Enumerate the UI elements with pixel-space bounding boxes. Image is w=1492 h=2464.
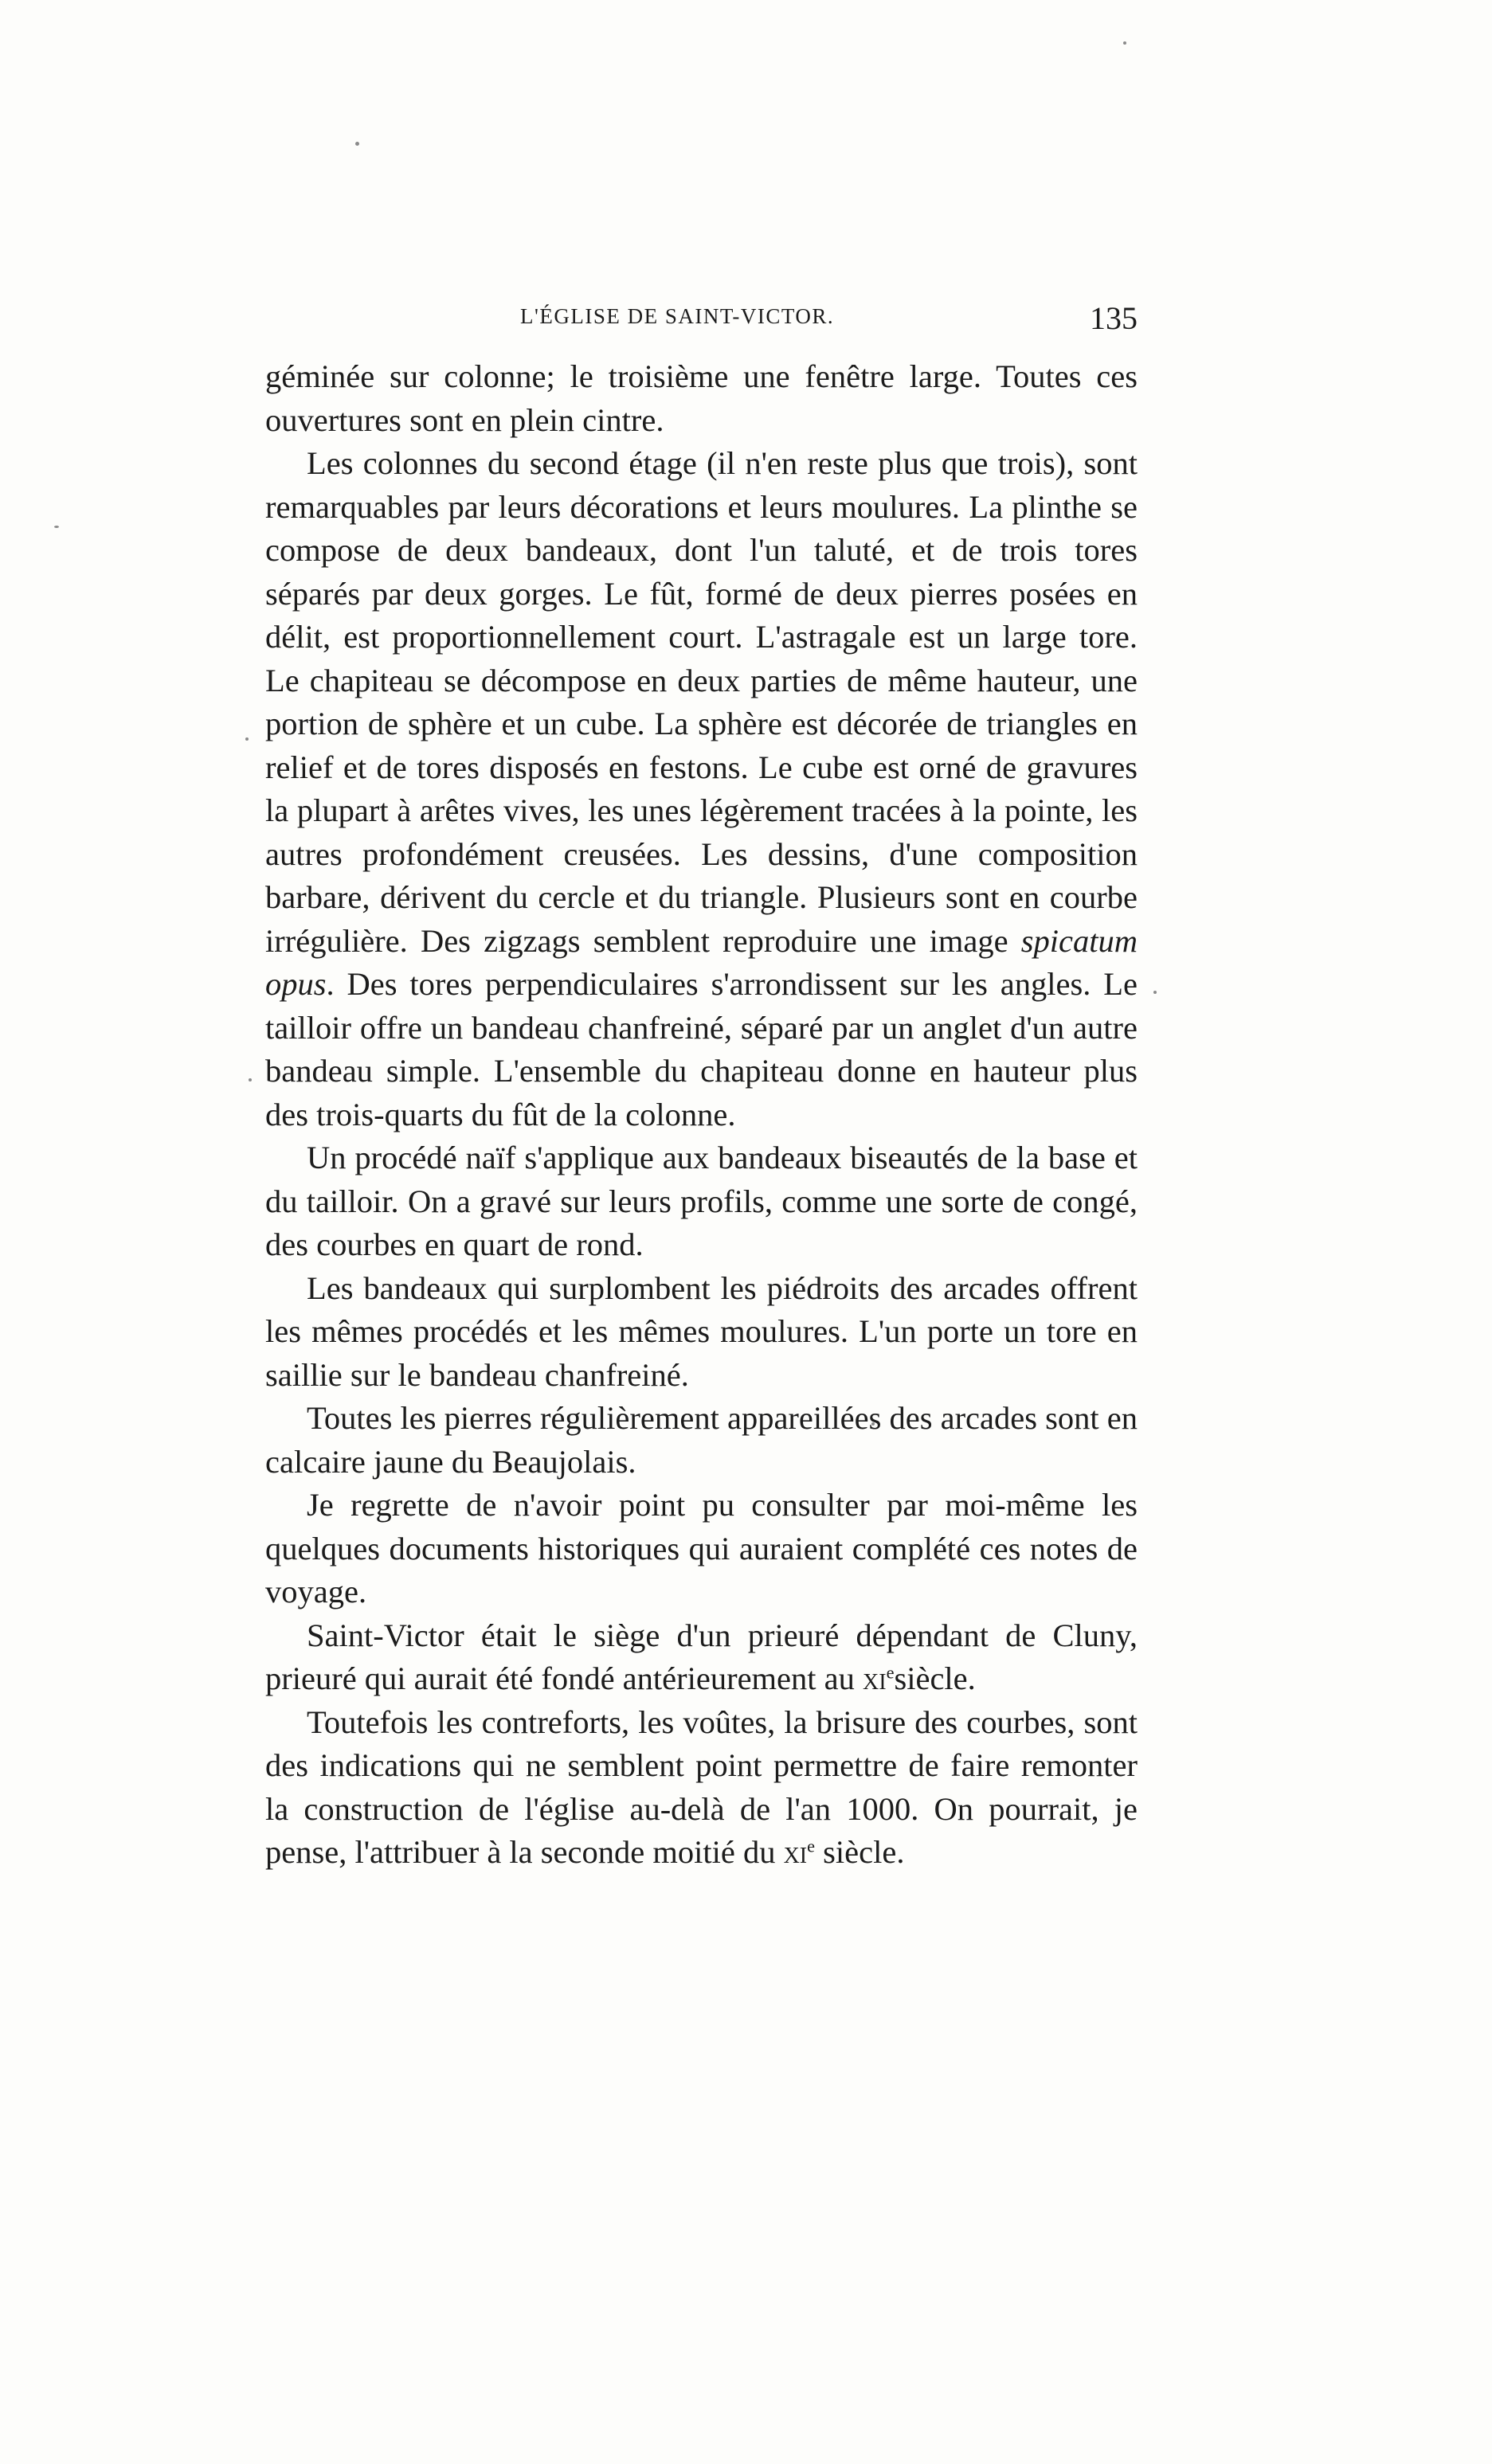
paragraph	[265, 1267, 1138, 1398]
page-number: 135	[1090, 300, 1138, 336]
paragraph	[265, 1701, 1138, 1875]
text-run: Toutes les pierres régulièrement appareillées des arcades sont en calcaire jaune du Beaujolais.	[265, 1400, 1138, 1480]
text-run: siècle.	[815, 1834, 905, 1870]
paper-speck	[249, 1078, 252, 1081]
paragraph	[265, 355, 1138, 442]
text-run: siècle.	[894, 1660, 976, 1696]
text-run: Toutefois les contreforts, les voûtes, la brisure des courbes, sont des indications qui ne semblent point permettre de faire remonter la construction de l'église au-delà de l'an 1000. On pourrait, je pense, l'attribuer à la seconde moitié du	[265, 1703, 1138, 1870]
paper-speck	[1123, 41, 1126, 45]
paragraph	[265, 1614, 1138, 1701]
roman-numeral: xi	[863, 1660, 887, 1696]
paper-speck	[1153, 991, 1157, 994]
text-run: Je regrette de n'avoir point pu consulter par moi-même les quelques documents historiques qui auraient complété ces notes de voyage.	[265, 1487, 1138, 1609]
superscript: e	[807, 1836, 816, 1856]
paragraph	[265, 442, 1138, 1136]
paragraph	[265, 1484, 1138, 1614]
paper-speck	[54, 526, 59, 528]
text-run: géminée sur colonne; le troisième une fenêtre large. Toutes ces ouvertures sont en plein cintre.	[265, 358, 1138, 438]
text-run: . Des tores perpendiculaires s'arrondissent sur les angles. Le tailloir offre un bandeau chanfreiné, séparé par un anglet d'un autre bandeau simple. L'ensemble du chapiteau donne en hauteur plus des trois-quarts du fût de la colonne.	[265, 966, 1138, 1132]
paragraph	[265, 1136, 1138, 1267]
italic-phrase: spicatum opus	[265, 922, 1138, 1002]
text-run: Les colonnes du second étage (il n'en reste plus que trois), sont remarquables par leurs décorations et leurs moulures. La plinthe se compose de deux bandeaux, dont l'un taluté, et de trois tores séparés par deux gorges. Le fût, formé de deux pierres posées en délit, est proportionnellement court. L'astragale est un large tore. Le chapiteau se décompose en deux parties de même hauteur, une portion de sphère et un cube. La sphère est décorée de triangles en relief et de tores disposés en festons. Le cube est orné de gravures la plupart à arêtes vives, les unes légèrement tracées à la pointe, les autres profondément creusées. Les dessins, d'une composition barbare, dérivent du cercle et du triangle. Plusieurs sont en courbe irrégulière. Des zigzags semblent reproduire une image	[265, 445, 1138, 959]
running-title: L'ÉGLISE DE SAINT-VICTOR.	[520, 304, 835, 328]
superscript: e	[886, 1662, 895, 1683]
roman-numeral: xi	[783, 1834, 808, 1870]
body-text	[265, 355, 1138, 1875]
paragraph	[265, 1397, 1138, 1484]
text-run: Les bandeaux qui surplombent les piédroits des arcades offrent les mêmes procédés et les mêmes moulures. L'un porte un tore en saillie sur le bandeau chanfreiné.	[265, 1269, 1138, 1393]
running-head	[265, 301, 1138, 341]
text-run: Saint-Victor était le siège d'un prieuré dépendant de Cluny, prieuré qui aurait été fondé antérieurement au	[265, 1617, 1138, 1696]
paper-speck	[355, 142, 359, 146]
text-run: Un procédé naïf s'applique aux bandeaux biseautés de la base et du tailloir. On a gravé sur leurs profils, comme une sorte de congé, des courbes en quart de rond.	[265, 1140, 1138, 1262]
paper-speck	[245, 737, 249, 741]
